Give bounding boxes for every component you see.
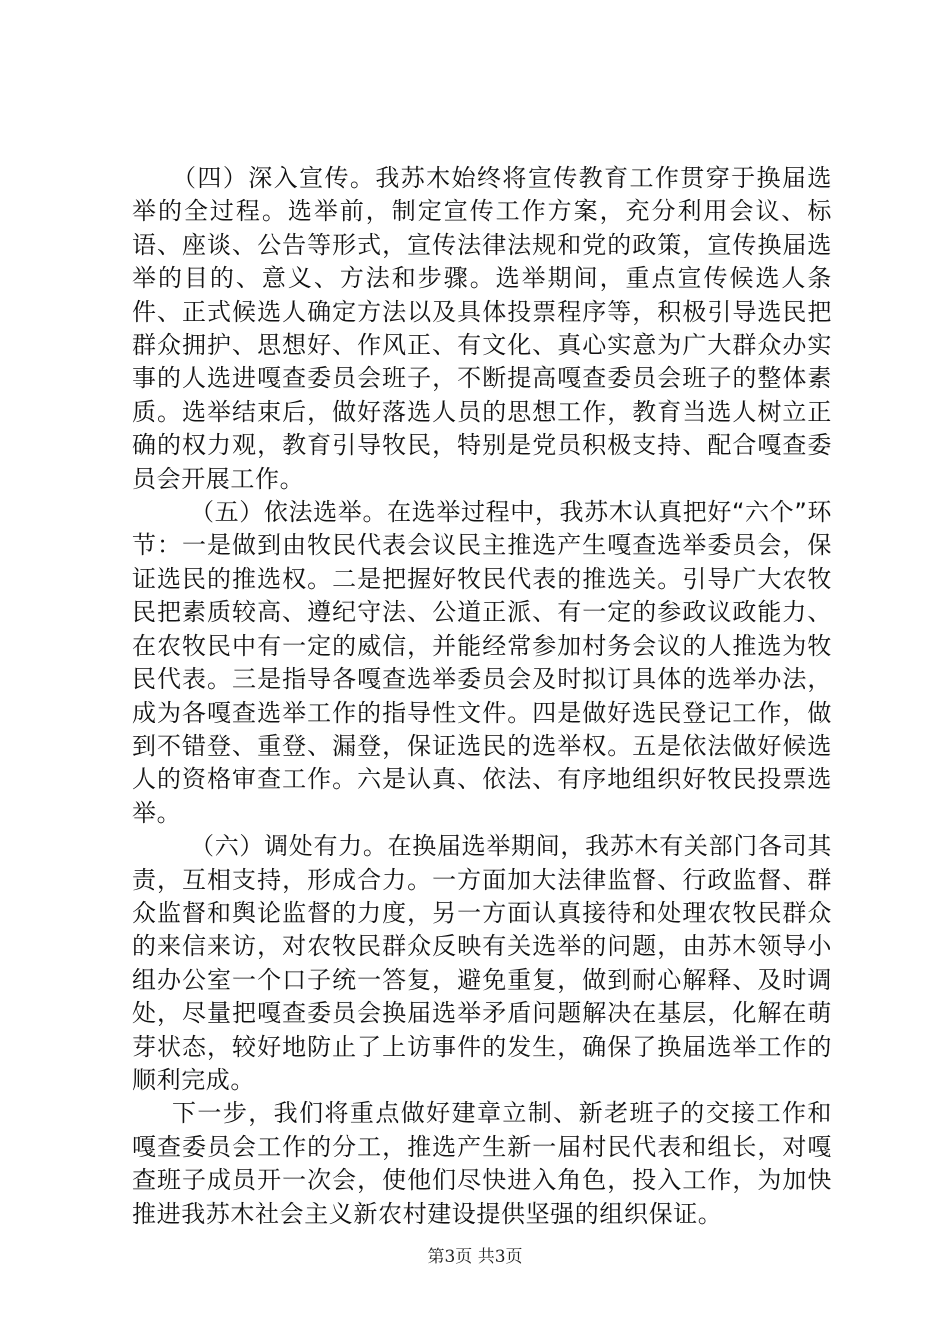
page-number-footer: 第3页 共3页 bbox=[427, 1247, 523, 1267]
paragraph-propaganda: （四）深入宣传。我苏木始终将宣传教育工作贯穿于换届选举的全过程。选举前，制定宣传工作方案，充分利用会议、标语、座谈、公告等形式，宣传法律法规和党的政策，宣传换届选举的目的、意义、方法和步骤。选举期间，重点宣传候选人条件、正式候选人确定方法以及具体投票程序等，积极引导选民把群众拥护、思想好、作风正、有文化、真心实意为广大群众办实事的人选进嘎查委员会班子，不断提高嘎查委员会班子的整体素质。选举结束后，做好落选人员的思想工作，教育当选人树立正确的权力观，教育引导牧民，特别是党员积极支持、配合嘎查委员会开展工作。 bbox=[132, 164, 832, 493]
paragraph-next-steps: 下一步，我们将重点做好建章立制、新老班子的交接工作和嘎查委员会工作的分工，推选产生新一届村民代表和组长，对嘎查班子成员开一次会，使他们尽快进入角色，投入工作，为加快推进我苏木社会主义新农村建设提供坚强的组织保证。 bbox=[132, 1099, 832, 1228]
document-body bbox=[132, 162, 832, 1231]
paragraph-mediation: （六）调处有力。在换届选举期间，我苏木有关部门各司其责，互相支持，形成合力。一方面加大法律监督、行政监督、群众监督和舆论监督的力度，另一方面认真接待和处理农牧民群众的来信来访，对农牧民群众反映有关选举的问题，由苏木领导小组办公室一个口子统一答复，避免重复，做到耐心解释、及时调处，尽量把嘎查委员会换届选举矛盾问题解决在基层，化解在萌芽状态，较好地防止了上访事件的发生，确保了换届选举工作的顺利完成。 bbox=[132, 832, 832, 1094]
paragraph-lawful-election: （五）依法选举。在选举过程中，我苏木认真把好“六个”环节：一是做到由牧民代表会议民主推选产生嘎查选举委员会，保证选民的推选权。二是把握好牧民代表的推选关。引导广大农牧民把素质较高、遵纪守法、公道正派、有一定的参政议政能力、在农牧民中有一定的威信，并能经常参加村务会议的人推选为牧民代表。三是指导各嘎查选举委员会及时拟订具体的选举办法，成为各嘎查选举工作的指导性文件。四是做好选民登记工作，做到不错登、重登、漏登，保证选民的选举权。五是依法做好候选人的资格审查工作。六是认真、依法、有序地组织好牧民投票选举。 bbox=[132, 498, 832, 827]
